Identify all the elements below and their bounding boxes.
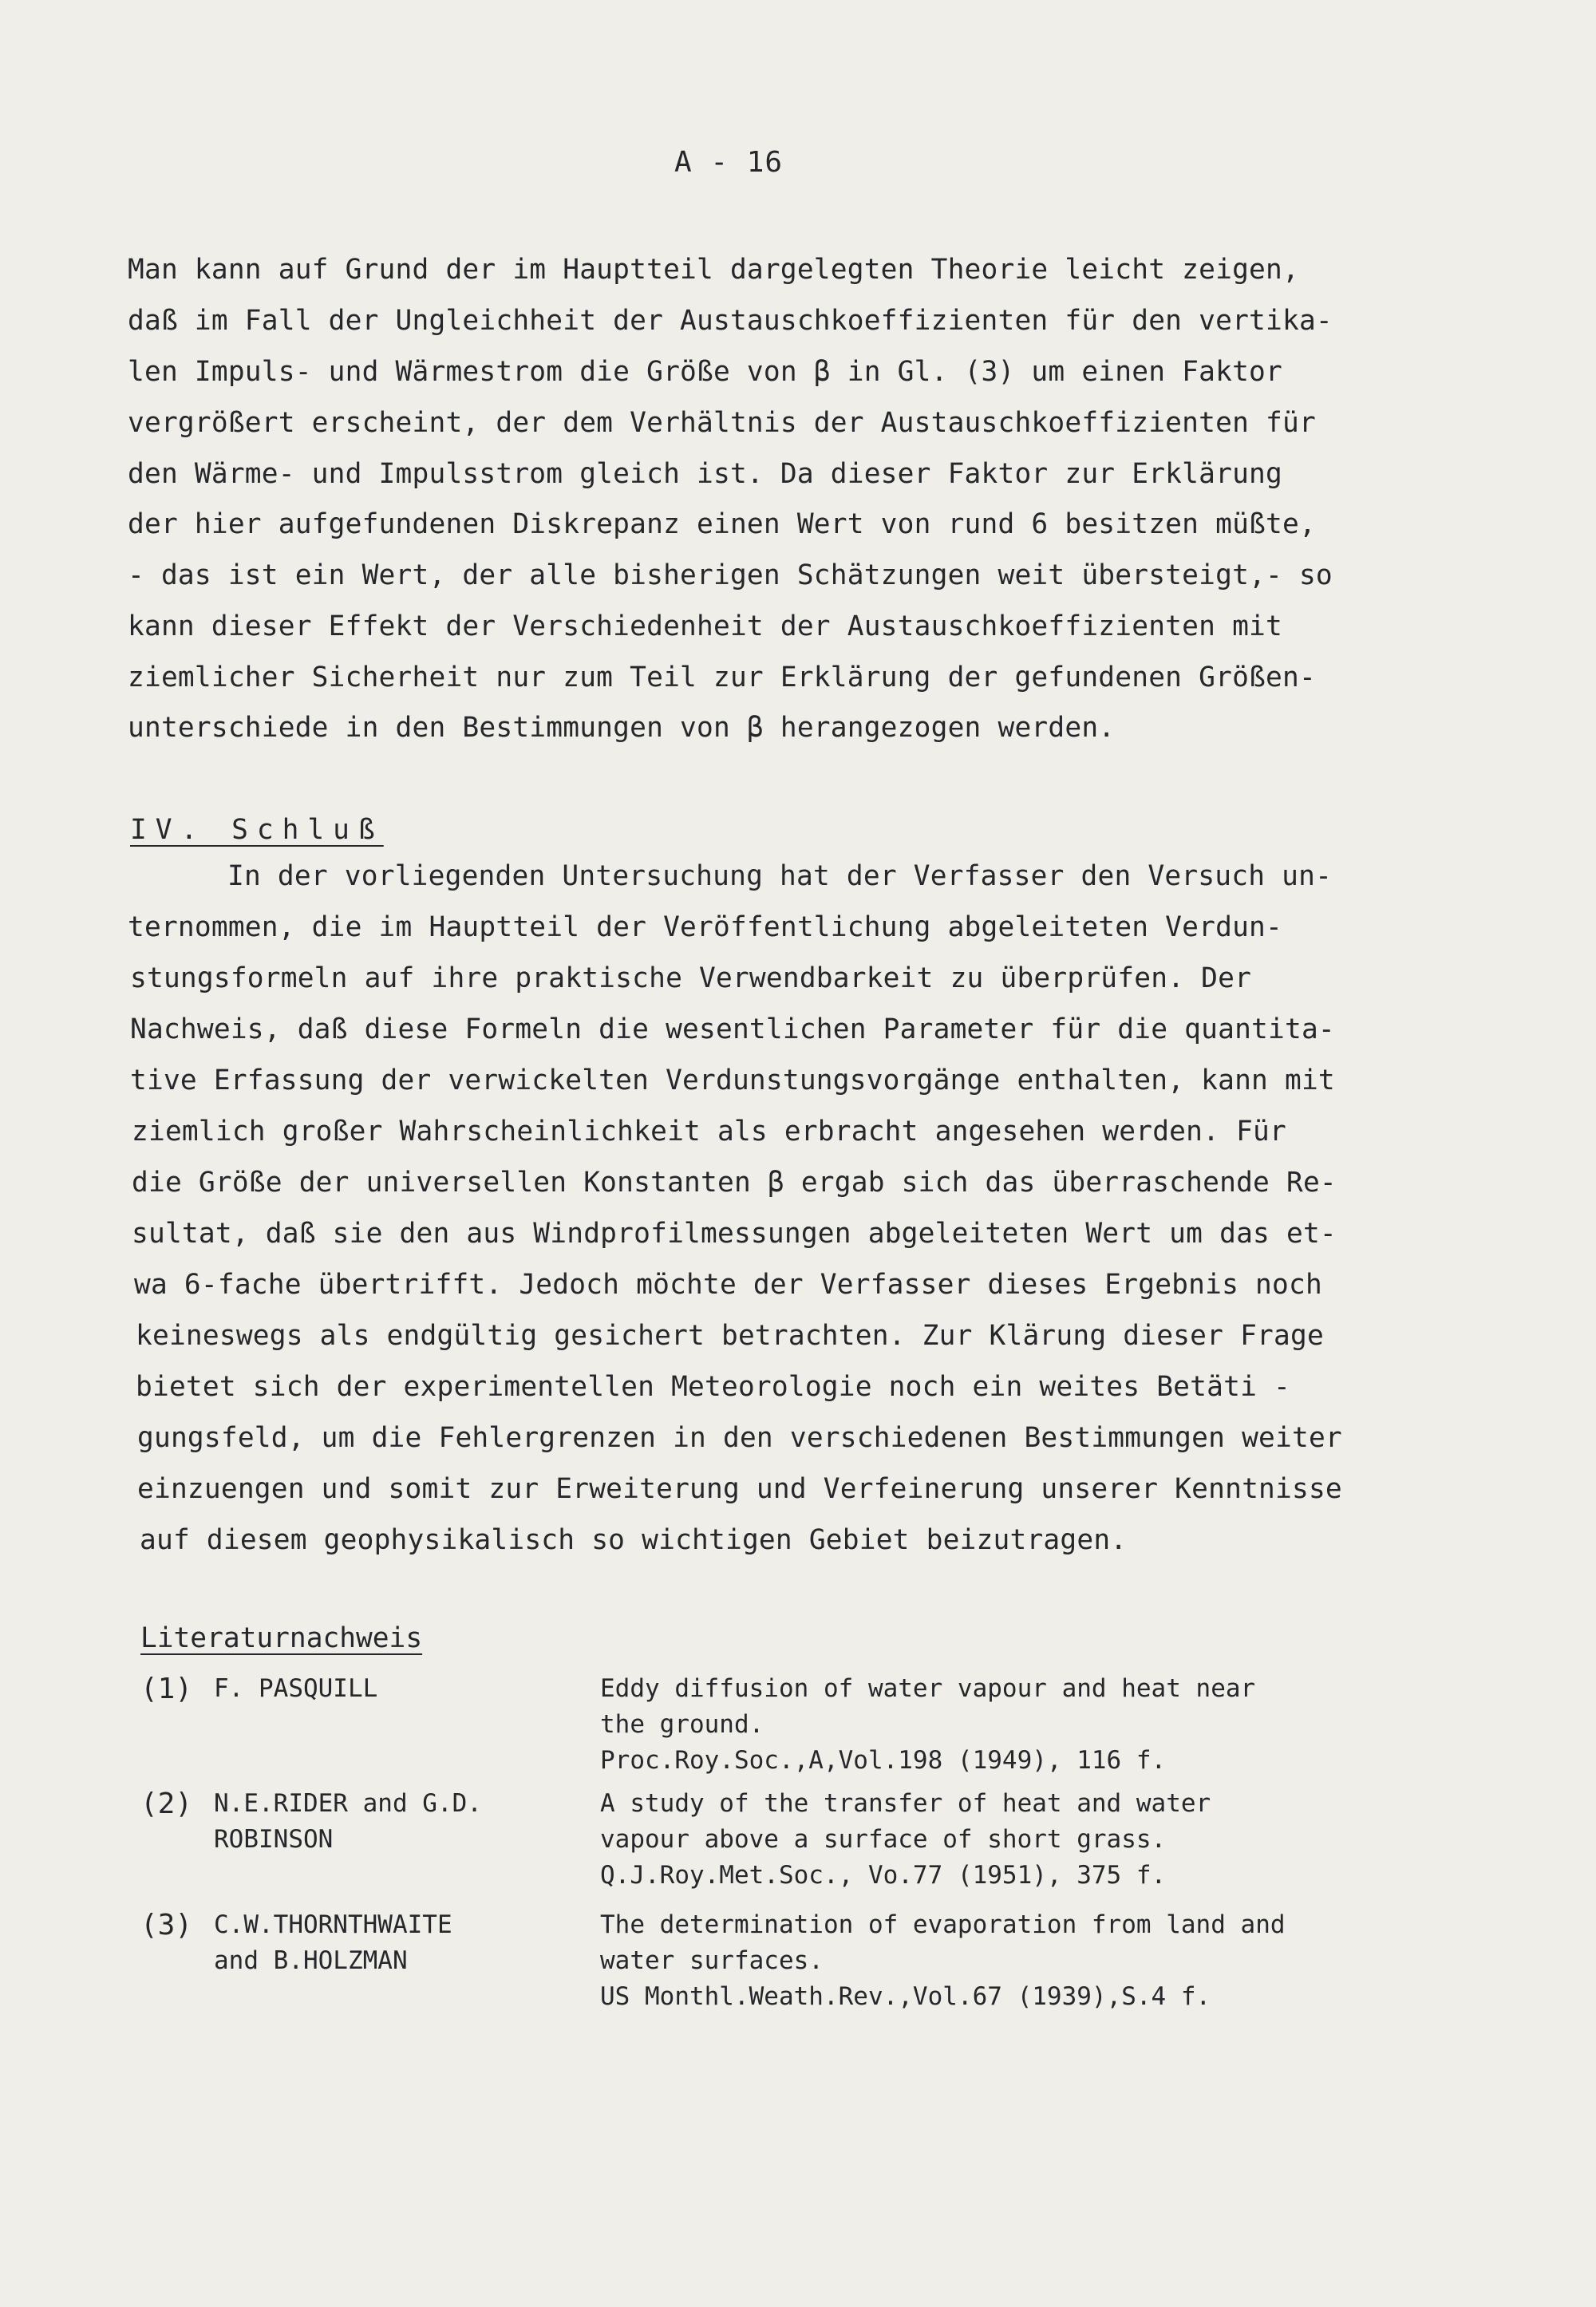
reference-number: (3) xyxy=(140,1909,193,1942)
text-line: Man kann auf Grund der im Hauptteil dargelegten Theorie leicht zeigen, xyxy=(128,254,1299,286)
reference-details xyxy=(600,1907,1462,2015)
text-line: kann dieser Effekt der Verschiedenheit der Austauschkoeffizienten mit xyxy=(128,610,1282,642)
text-line: gungsfeld, um die Fehlergrenzen in den verschiedenen Bestimmungen weiter xyxy=(137,1422,1342,1454)
reference-title-line: vapour above a surface of short grass. xyxy=(600,1825,1167,1854)
text-line: auf diesem geophysikalisch so wichtigen Gebiet beizutragen. xyxy=(140,1524,1128,1556)
text-line: wa 6-fache übertrifft. Jedoch möchte der Verfasser dieses Ergebnis noch xyxy=(134,1269,1322,1301)
text-line: ziemlicher Sicherheit nur zum Teil zur Erklärung der gefundenen Größen- xyxy=(128,662,1316,693)
reference-title-line: The determination of evaporation from land and xyxy=(600,1910,1286,1939)
reference-number: (2) xyxy=(140,1788,193,1820)
reference-title-line: the ground. xyxy=(600,1710,764,1739)
text-line: einzuengen und somit zur Erweiterung und Verfeinerung unserer Kenntnisse xyxy=(137,1473,1342,1505)
text-line: den Wärme- und Impulsstrom gleich ist. Da dieser Faktor zur Erklärung xyxy=(128,458,1282,490)
text-line: sultat, daß sie den aus Windprofilmessungen abgeleiteten Wert um das et- xyxy=(132,1218,1337,1250)
text-line: stungsformeln auf ihre praktische Verwendbarkeit zu überprüfen. Der xyxy=(130,962,1252,994)
text-line: len Impuls- und Wärmestrom die Größe von β in Gl. (3) um einen Faktor xyxy=(128,356,1282,388)
text-line: Nachweis, daß diese Formeln die wesentlichen Parameter für die quantita- xyxy=(130,1013,1335,1045)
text-line: die Größe der universellen Konstanten β ergab sich das überraschende Re- xyxy=(132,1167,1337,1199)
reference-number: (1) xyxy=(140,1673,193,1705)
reference-details xyxy=(600,1671,1462,1779)
reference-title-line: Eddy diffusion of water vapour and heat near xyxy=(600,1674,1256,1703)
text-line: bietet sich der experimentellen Meteorologie noch ein weites Betäti - xyxy=(136,1371,1290,1403)
text-line: vergrößert erscheint, der dem Verhältnis der Austauschkoeffizienten für xyxy=(128,407,1316,439)
text-line: daß im Fall der Ungleichheit der Austauschkoeffizienten für den vertika- xyxy=(128,305,1333,337)
text-line: ziemlich großer Wahrscheinlichkeit als erbracht angesehen werden. Für xyxy=(132,1116,1286,1148)
reference-details xyxy=(600,1786,1462,1894)
reference-source: US Monthl.Weath.Rev.,Vol.67 (1939),S.4 f. xyxy=(600,1982,1211,2011)
text-line: unterschiede in den Bestimmungen von β herangezogen werden. xyxy=(128,712,1116,744)
literature-heading: Literaturnachweis xyxy=(140,1622,423,1654)
reference-authors: N.E.RIDER and G.D. ROBINSON xyxy=(214,1789,482,1854)
text-line: keineswegs als endgültig gesichert betrachten. Zur Klärung dieser Frage xyxy=(136,1320,1324,1352)
reference-title-line: water surfaces. xyxy=(600,1946,824,1975)
text-line: ternommen, die im Hauptteil der Veröffentlichung abgeleiteten Verdun- xyxy=(128,911,1282,943)
reference-authors: F. PASQUILL xyxy=(214,1674,378,1703)
page-number: A - 16 xyxy=(674,146,784,179)
reference-source: Q.J.Roy.Met.Soc., Vo.77 (1951), 375 f. xyxy=(600,1861,1167,1890)
reference-source: Proc.Roy.Soc.,A,Vol.198 (1949), 116 f. xyxy=(600,1746,1167,1775)
text-line: In der vorliegenden Untersuchung hat der Verfasser den Versuch un- xyxy=(227,860,1333,892)
text-line: tive Erfassung der verwickelten Verdunstungsvorgänge enthalten, kann mit xyxy=(130,1065,1335,1096)
text-line: der hier aufgefundenen Diskrepanz einen Wert von rund 6 besitzen müßte, xyxy=(128,508,1316,540)
section-heading: IV. Schluß xyxy=(130,814,384,846)
reference-title-line: A study of the transfer of heat and water xyxy=(600,1789,1211,1818)
reference-authors: C.W.THORNTHWAITE and B.HOLZMAN xyxy=(214,1910,452,1975)
text-line: - das ist ein Wert, der alle bisherigen Schätzungen weit übersteigt,- so xyxy=(128,559,1333,591)
